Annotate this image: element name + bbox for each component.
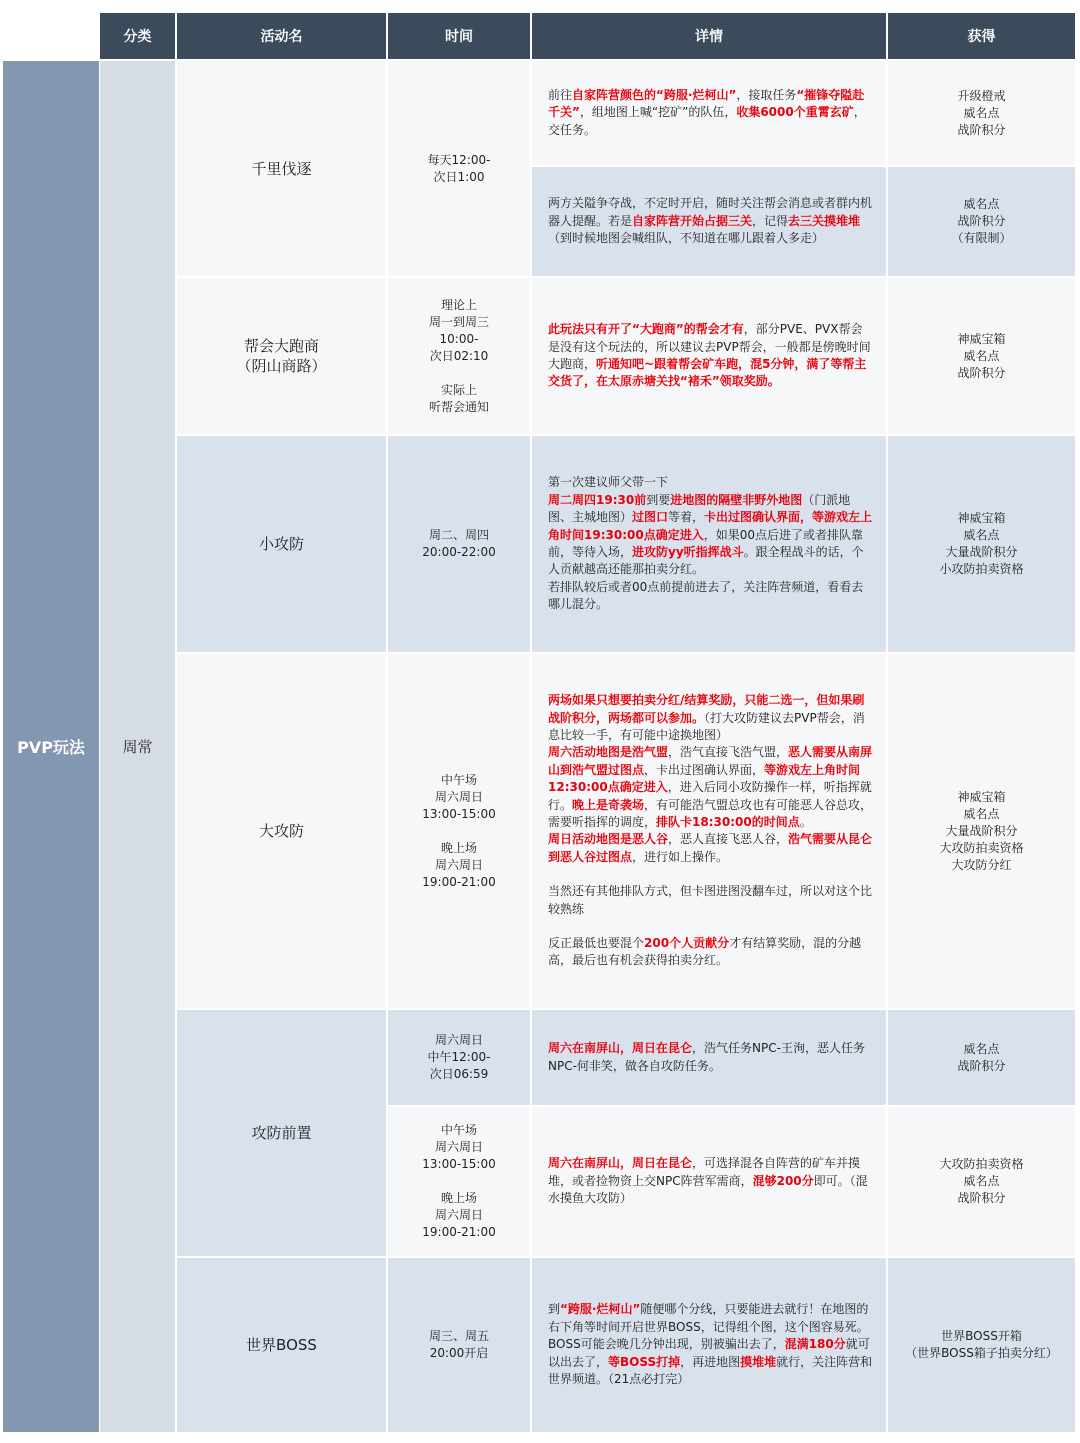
- header-category: 分类: [100, 13, 175, 59]
- highlight-text: 收集6000个重霄玄矿: [736, 105, 854, 120]
- detail-text: 即可。（混水摸鱼大攻防）: [548, 1173, 868, 1206]
- detail-paoshang: [532, 278, 886, 434]
- detail-text: 才有结算奖励，混的分越高，最后也有机会获得拍卖分红。: [548, 936, 862, 968]
- highlight-text: “跨服·烂柯山”: [560, 1302, 641, 1317]
- time-dagongfang: 中午场 周六周日 13:00-15:00 晚上场 周六周日 19:00-21:00: [388, 654, 530, 1008]
- detail-text: （打大攻防建议去PVP帮会，消息比较一手，有可能中途换地图）: [548, 710, 865, 742]
- activity-paoshang: 帮会大跑商 （阴山商路）: [177, 278, 386, 434]
- detail-text: ，卡出过图确认界面，: [644, 762, 765, 777]
- highlight-text: 排队卡18:30:00的时间点: [656, 815, 800, 829]
- detail-text: 到: [548, 1302, 561, 1317]
- detail-text: 第一次建议师父带一下: [548, 475, 669, 490]
- activity-dagongfang: 大攻防: [177, 654, 386, 1008]
- category-weekly: 周常: [100, 61, 175, 1432]
- detail-text: （到时候地图会喊组队，不知道在哪儿跟着人多走）: [548, 231, 825, 246]
- detail-text: 前往: [548, 87, 573, 102]
- detail-text: BOSS可能会晚几分钟出现，别被骗出去了，: [548, 1337, 785, 1352]
- highlight-text: 混满180分: [784, 1337, 846, 1352]
- detail-qianzhi-1: [532, 1010, 886, 1105]
- reward-boss: 世界BOSS开箱 （世界BOSS箱子拍卖分红）: [888, 1258, 1075, 1432]
- detail-text: 。: [799, 815, 812, 829]
- detail-text: ，进入后同小攻防操作一样，听指挥就行。: [548, 780, 872, 812]
- time-qianzhi-1: 周六周日 中午12:00- 次日06:59: [388, 1010, 530, 1105]
- reward-xiaogongfang: 神威宝箱 威名点 大量战阶积分 小攻防拍卖资格: [888, 436, 1075, 652]
- detail-text: 。跟全程战斗的话，个人贡献越高还能那拍卖分红。: [548, 545, 864, 577]
- highlight-text: 进地图的隔壁非野外地图: [670, 492, 803, 507]
- highlight-text: 过图口: [632, 510, 669, 525]
- detail-text: ，接取任务: [736, 87, 797, 102]
- highlight-text: 等游戏左上角时间12:30:00点确定进入: [548, 762, 861, 795]
- detail-text: 两方关隘争夺战，不定时开启，随时关注帮会消息或者群内机器人提醒。若是: [548, 196, 873, 228]
- detail-text: 反正最低也要混个: [548, 936, 645, 951]
- highlight-text: 自家阵营颜色的“跨服·烂柯山”: [572, 87, 737, 102]
- reward-qianli-2: 威名点 战阶积分 （有限制）: [888, 167, 1075, 276]
- highlight-text: 晚上是奇袭场: [572, 797, 645, 812]
- detail-xiaogongfang: [532, 436, 886, 652]
- detail-qianzhi-2: [532, 1107, 886, 1256]
- detail-text: （门派地图、主城地图）: [548, 492, 851, 525]
- detail-text: ，有可能浩气盟总攻也有可能恶人谷总攻，需要听指挥的调度，: [548, 797, 873, 829]
- highlight-text: 浩气需要从昆仑到恶人谷过图点: [548, 832, 873, 864]
- detail-text: ，浩气直接飞浩气盟，: [668, 745, 789, 760]
- highlight-text: 恶人需要从南屏山到浩气盟过图点: [548, 745, 873, 777]
- detail-text: 当然还有其他排队方式，但卡图进图没翻车过，所以对这个比较熟练: [548, 884, 873, 916]
- highlight-text: 周二周四19:30前: [548, 492, 647, 507]
- detail-text: ，可选择混各自阵营的矿车并摸堆，或者捡物资上交NPC阵营军需商，: [548, 1156, 861, 1188]
- detail-text: ，记得: [752, 213, 789, 228]
- detail-text: ，如果00点后进了或者排队靠前，等待入场，: [548, 527, 863, 559]
- header-reward: 获得: [888, 13, 1075, 59]
- highlight-text: 周日活动地图是恶人谷: [548, 832, 669, 847]
- reward-dagongfang: 神威宝箱 威名点 大量战阶积分 大攻防拍卖资格 大攻防分红: [888, 654, 1075, 1008]
- highlight-text: 周六活动地图是浩气盟: [548, 745, 669, 760]
- activity-boss: 世界BOSS: [177, 1258, 386, 1432]
- highlight-text: “摧锋夺隘赴千关”: [548, 87, 865, 120]
- highlight-text: 两场如果只想要拍卖分红/结算奖励，只能二选一，但如果刷战阶积分，两场都可以参加。: [548, 693, 865, 725]
- reward-qianzhi-2: 大攻防拍卖资格 威名点 战阶积分: [888, 1107, 1075, 1256]
- detail-text: ，进行如上操作。: [632, 849, 729, 864]
- category-pvp: PVP玩法: [3, 61, 99, 1432]
- highlight-text: 周六在南屏山，周日在昆仑: [548, 1156, 693, 1171]
- detail-text: ，再进地图: [680, 1354, 741, 1369]
- activity-qianzhi: 攻防前置: [177, 1010, 386, 1256]
- time-boss: 周三、周五 20:00开启: [388, 1258, 530, 1432]
- detail-text: 就行，关注阵营和世界频道。（21点必打完）: [548, 1354, 873, 1387]
- highlight-text: 卡出过图确认界面，等游戏左上角时间19:30:00点确定进入: [548, 510, 873, 542]
- detail-text: ，交任务。: [548, 105, 866, 137]
- highlight-text: 混够200分: [752, 1173, 814, 1188]
- activity-qianli: 千里伐逐: [177, 61, 386, 276]
- highlight-text: 等BOSS打掉: [608, 1354, 681, 1369]
- detail-text: 若排队较后或者00点前提前进去了，关注阵营频道，看看去哪儿混分。: [548, 579, 864, 612]
- highlight-text: 进攻防yy听指挥战斗: [632, 545, 744, 559]
- reward-qianli-1: 升级橙戒 威名点 战阶积分: [888, 61, 1075, 165]
- detail-dagongfang: [532, 654, 886, 1008]
- activity-xiaogongfang: 小攻防: [177, 436, 386, 652]
- detail-text: ，浩气任务NPC-王洵，恶人任务NPC-何非笑，做各自攻防任务。: [548, 1041, 865, 1073]
- time-qianzhi-2: 中午场 周六周日 13:00-15:00 晚上场 周六周日 19:00-21:00: [388, 1107, 530, 1256]
- reward-qianzhi-1: 威名点 战阶积分: [888, 1010, 1075, 1105]
- time-paoshang: 理论上 周一到周三 10:00- 次日02:10 实际上 听帮会通知: [388, 278, 530, 434]
- highlight-text: 去三关摸堆堆: [788, 213, 861, 228]
- reward-paoshang: 神威宝箱 威名点 战阶积分: [888, 278, 1075, 434]
- highlight-text: 听通知吧~跟着帮会矿车跑，混5分钟，满了等帮主交货了，在太原赤塘关找“褚禾”领取奖励。: [548, 357, 867, 389]
- detail-text: 就可以出去了，: [548, 1337, 870, 1369]
- highlight-text: 周六在南屏山，周日在昆仑: [548, 1041, 693, 1056]
- highlight-text: 自家阵营开始占据三关: [632, 213, 753, 228]
- time-qianli: 每天12:00- 次日1:00: [388, 61, 530, 276]
- header-time: 时间: [388, 13, 530, 59]
- header-detail: 详情: [532, 13, 886, 59]
- detail-text: ，组地图上喊“挖矿”的队伍，: [579, 105, 737, 120]
- highlight-text: 200个人贡献分: [644, 936, 730, 951]
- detail-text: 到要: [646, 492, 671, 507]
- detail-qianli-2: [532, 167, 886, 276]
- highlight-text: 摸堆堆: [740, 1354, 777, 1369]
- detail-qianli-1: [532, 61, 886, 165]
- time-xiaogongfang: 周二、周四 20:00-22:00: [388, 436, 530, 652]
- detail-text: 随便哪个分线，只要能进去就行！在地图的右下角等时间开启世界BOSS，记得组个图，这个图容易死。: [548, 1302, 869, 1334]
- detail-text: ，恶人直接飞恶人谷，: [668, 832, 789, 847]
- highlight-text: 此玩法只有开了“大跑商”的帮会才有: [548, 322, 744, 337]
- detail-boss: [532, 1258, 886, 1432]
- header-activity: 活动名: [177, 13, 386, 59]
- detail-text: 等着，: [668, 510, 705, 525]
- detail-text: ，部分PVE、PVX帮会是没有这个玩法的，所以建议去PVP帮会，一般都是傍晚时间大跑商，: [548, 322, 871, 371]
